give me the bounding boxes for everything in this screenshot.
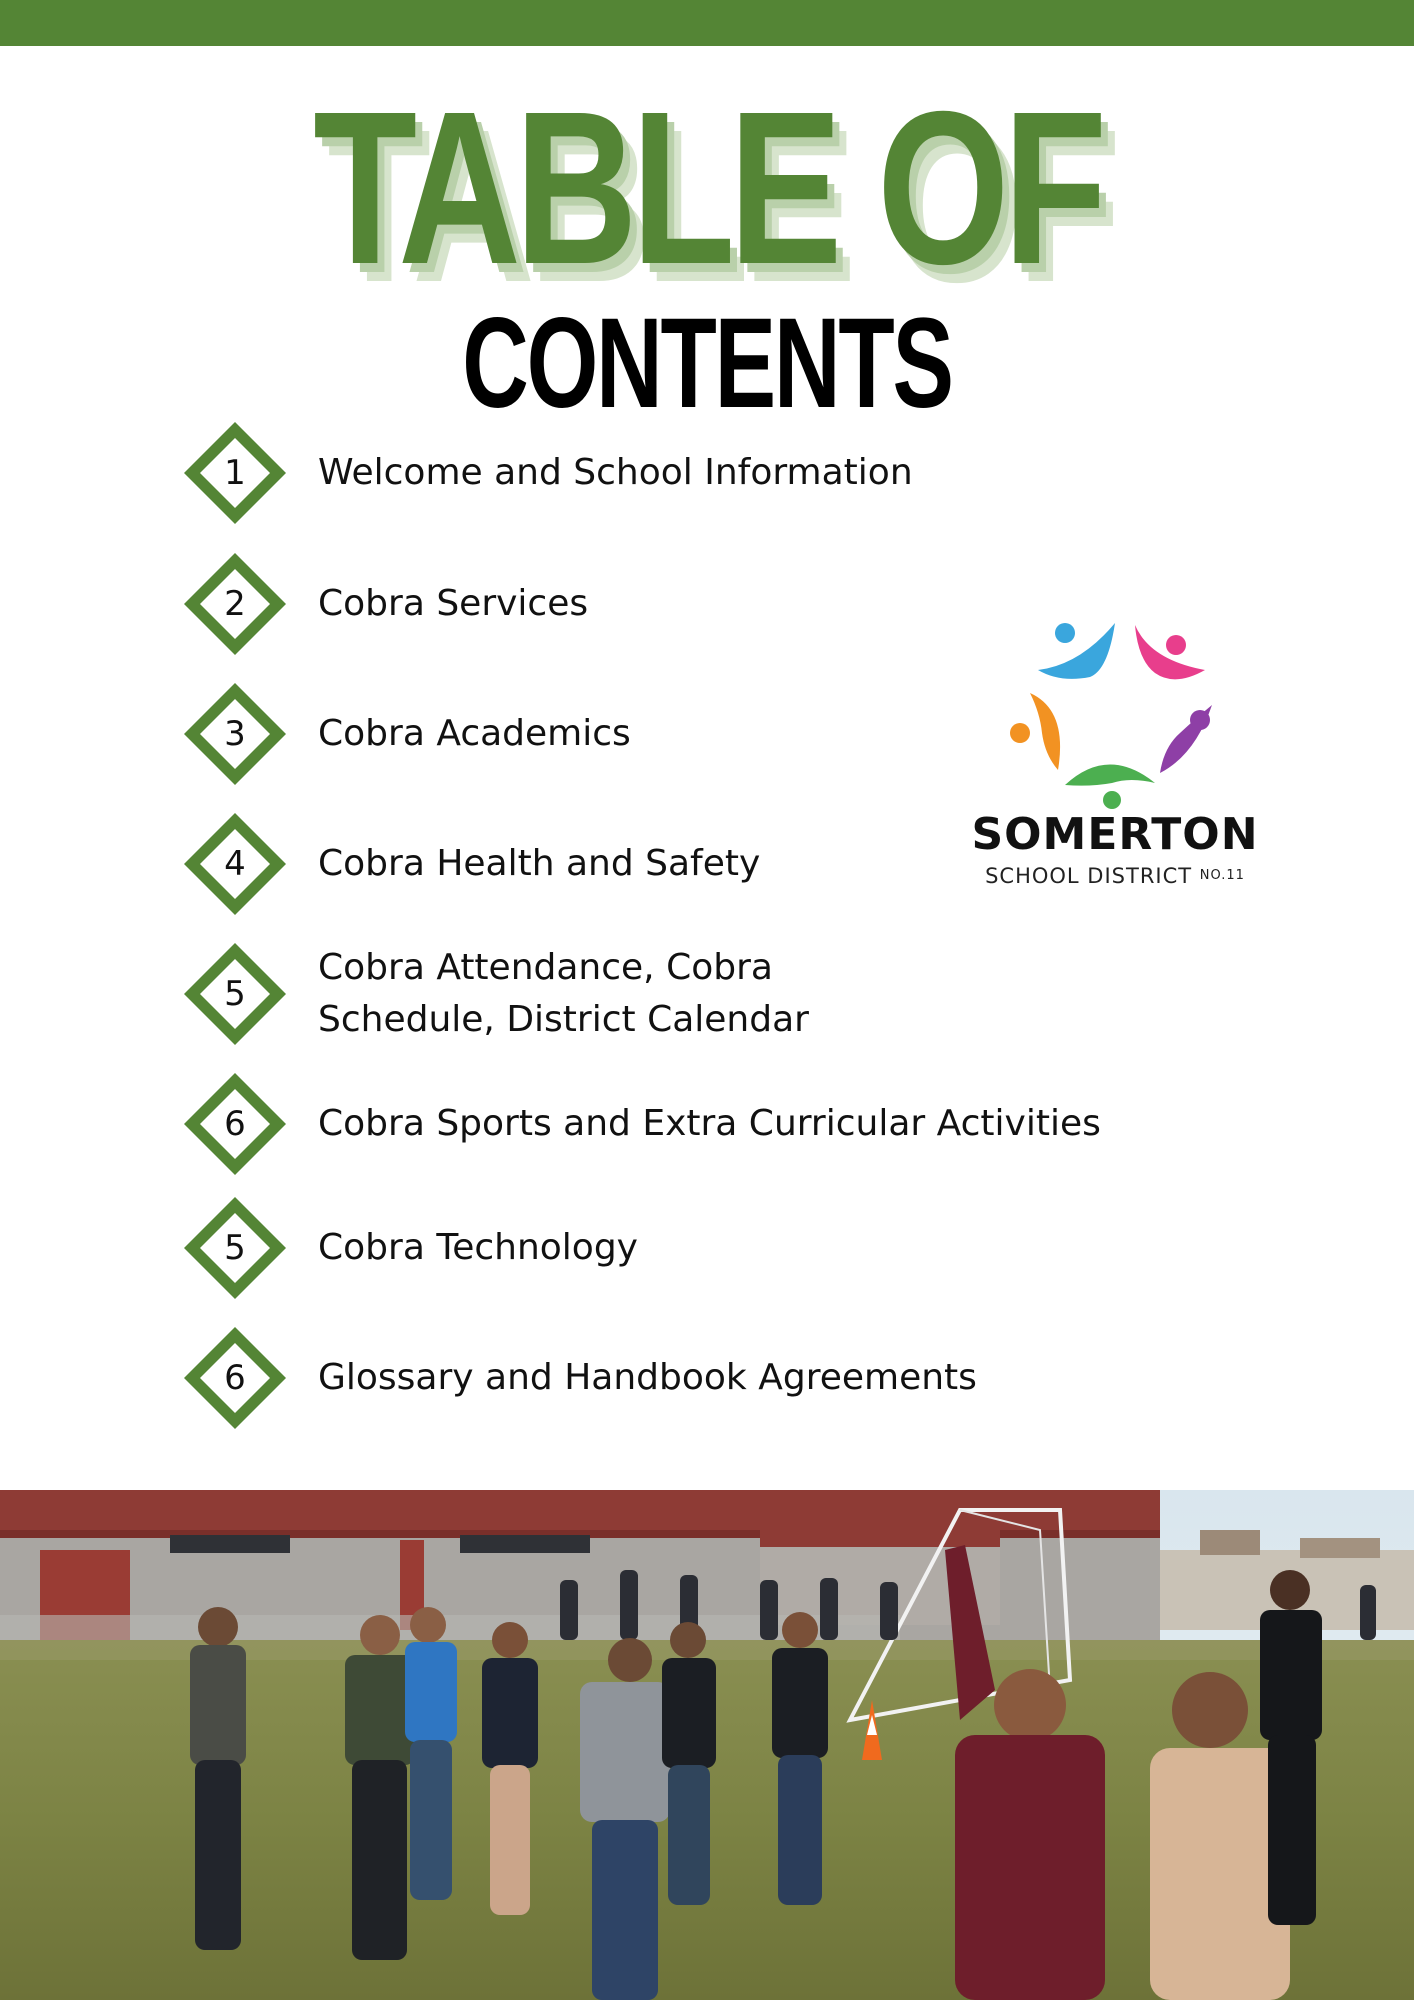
toc-number: 6 [224,1104,246,1144]
diamond-icon [180,809,290,919]
title-line-2: CONTENTS [462,292,952,435]
diamond-icon [180,1323,290,1433]
students-photo [0,1490,1414,2000]
star-people-icon [950,615,1280,810]
diamond-icon [180,939,290,1049]
toc-item-8[interactable] [180,1323,1180,1433]
logo-subtitle-text: SCHOOL DISTRICT [985,864,1193,888]
toc-item-7[interactable] [180,1193,1180,1303]
logo-number: NO.11 [1199,868,1245,883]
toc-label: Welcome and School Information [318,452,913,493]
toc-label: Cobra Attendance, Cobra Schedule, District Calendar [318,947,809,1040]
diamond-icon [180,679,290,789]
diamond-icon [180,549,290,659]
toc-label: Cobra Technology [318,1227,638,1268]
logo-name: SOMERTON [971,809,1259,860]
toc-number: 3 [224,714,246,754]
title-line-1: TABLE OF [313,67,1101,310]
diamond-icon [180,418,290,528]
toc-label: Glossary and Handbook Agreements [318,1357,977,1398]
toc-number: 1 [224,453,246,493]
toc-label: Cobra Academics [318,713,631,754]
toc-number: 6 [224,1358,246,1398]
toc-number: 5 [224,974,246,1014]
diamond-icon [180,1069,290,1179]
toc-number: 2 [224,584,246,624]
toc-label: Cobra Sports and Extra Curricular Activities [318,1103,1101,1144]
toc-item-6[interactable] [180,1069,1180,1179]
diamond-icon [180,1193,290,1303]
toc-label: Cobra Health and Safety [318,843,761,884]
photo-illustration [0,1490,1414,2000]
toc-item-1[interactable] [180,418,1180,528]
toc-label: Cobra Services [318,583,589,624]
toc-item-5[interactable] [180,939,1180,1049]
district-logo [950,615,1280,895]
toc-number: 4 [224,844,246,884]
toc-number: 5 [224,1228,246,1268]
logo-subtitle [950,863,1280,889]
